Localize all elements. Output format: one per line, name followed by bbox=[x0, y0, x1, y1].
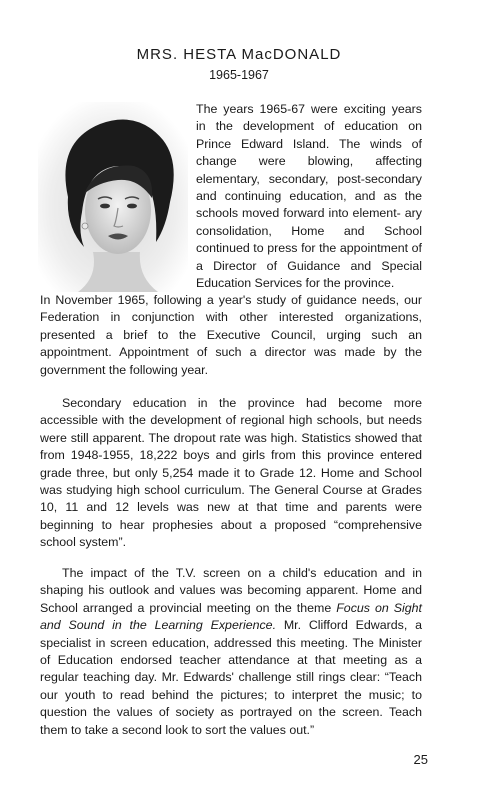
paragraph-secondary-education: Secondary education in the province had become more accessible with the development of regional high schools, but needs were still apparent. The dropout rate was high. Statistics showed that from 1948-1955, 18,222 boys and girls from this province entered grade three, but only 5,254 made it to Grade 12. Home and School was studying high school curriculum. The General Course at Grades 10, 11 and 12 levels was new at that time and parents were beginning to hear prophesies about a proposed “comprehensive school system”. bbox=[40, 396, 422, 550]
paragraph-tv-impact-part2: Mr. Clifford Edwards, a specialist in screen education, addressed this meeting. The Minister of Education endorsed teacher attendance at that meeting as a regular teaching day. Mr. Edwards' challenge still rings clear: “Teach our youth to read behind the pictures; to interpret the music; to question the values of society as portrayed on the screen. Teach them to take a second look to sort the values out.” bbox=[40, 618, 422, 737]
paragraph-intro-wrapped: The years 1965-67 were exciting years in the development of education on Prince Edward Island. The winds of change were blowing, affecting elementary, secondary, post-secondary and continuing education, and as the schools moved forward into element- ary consolidation, Home and School continued to press for the appointment of a Director of Guidance and Special Education Services for the province. bbox=[196, 102, 422, 291]
meeting-theme: Focus on Sight and Sound in the Learning Experience. bbox=[40, 600, 422, 633]
paragraph-tv-impact-part1: The impact of the T.V. screen on a child's education and in shaping his outlook and values was becoming apparent. Home and School arranged a provincial meeting on the theme bbox=[40, 566, 422, 615]
paragraph-tv-impact bbox=[40, 565, 422, 739]
term-years: 1965-1967 bbox=[209, 68, 269, 82]
portrait-photo bbox=[38, 102, 188, 292]
page-number: 25 bbox=[413, 752, 428, 767]
page-title: MRS. HESTA MacDONALD bbox=[136, 46, 342, 63]
paragraph-intro-continued: In November 1965, following a year's study of guidance needs, our Federation in conjunction with other interested organizations, presented a brief to the Executive Council, urging such an appointment. Appointment of such a director was made by the government the following year. bbox=[40, 293, 422, 377]
